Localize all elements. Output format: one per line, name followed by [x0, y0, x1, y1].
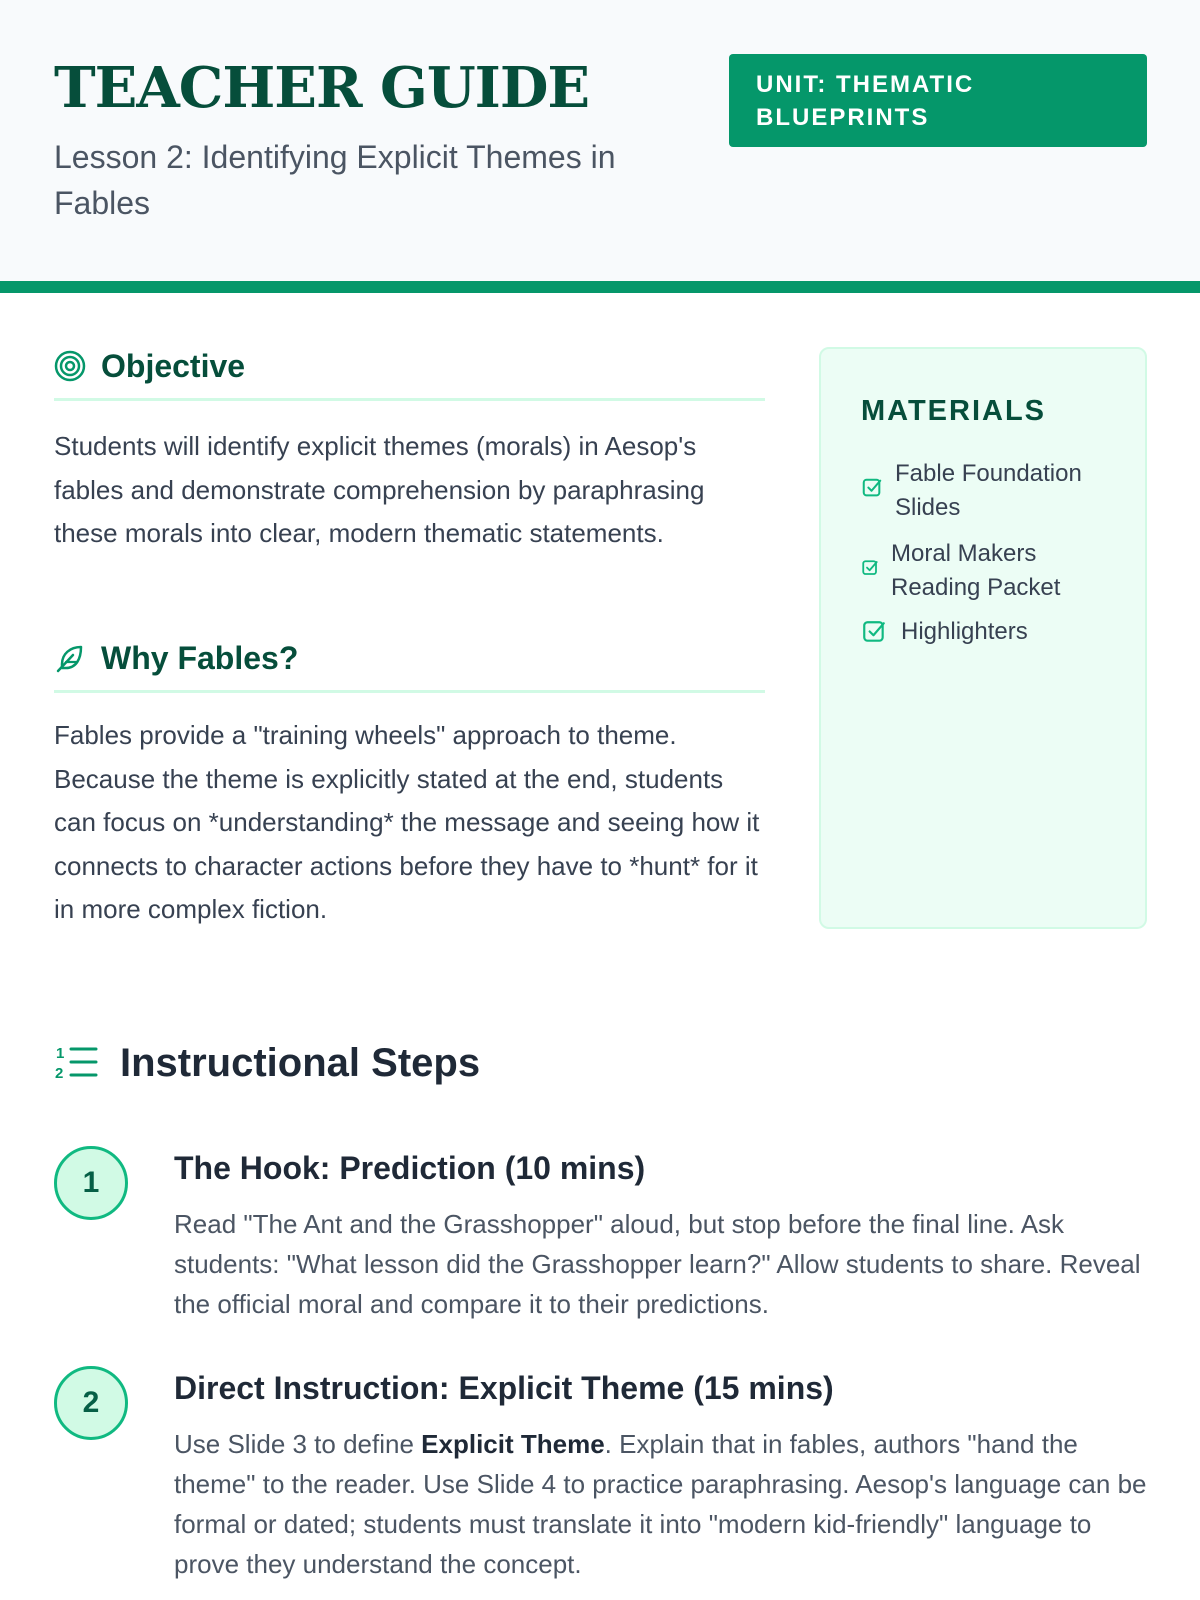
materials-item-label: Fable Foundation Slides [895, 460, 1082, 521]
checkbox-checked-icon [861, 559, 879, 577]
materials-item-label: Highlighters [901, 618, 1028, 645]
materials-heading: MATERIALS [861, 395, 1047, 427]
lesson-subtitle: Lesson 2: Identifying Explicit Themes in Fables [54, 139, 616, 221]
step-title: The Hook: Prediction (10 mins) [174, 1150, 646, 1186]
checkbox-checked-icon [861, 619, 887, 645]
objective-heading: Objective [101, 348, 246, 384]
unit-badge: UNIT: THEMATIC BLUEPRINTS [729, 54, 1147, 147]
feather-icon [54, 642, 86, 674]
why-fables-text: Fables provide a "training wheels" approach to theme. Because the theme is explicitly stated at the end, students can focus on *understanding* the message and seeing how it connects to character actions before they have to *hunt* for it in more complex fiction. [54, 720, 760, 924]
why-fables-header [54, 638, 765, 693]
why-fables-heading: Why Fables? [101, 640, 299, 676]
target-icon [54, 350, 86, 382]
numbered-list-icon [54, 1043, 100, 1083]
page-title: TEACHER GUIDE [54, 55, 590, 121]
page-header [0, 0, 1200, 293]
explicit-theme-term: Explicit Theme [421, 1429, 605, 1459]
checkbox-checked-icon [861, 477, 883, 499]
objective-text: Students will identify explicit themes (morals) in Aesop's fables and demonstrate comprehension by paraphrasing these morals into clear, modern thematic statements. [54, 431, 705, 548]
step-title: Direct Instruction: Explicit Theme (15 mins) [174, 1370, 834, 1406]
materials-card [819, 347, 1147, 929]
step-number-badge: 2 [54, 1366, 128, 1440]
step-body: Read "The Ant and the Grasshopper" aloud, but stop before the final line. Ask students: "What lesson did the Grasshopper learn?" Allow students to share. Reveal the official moral and compare it to their predictions. [174, 1209, 1141, 1319]
svg-text:2: 2 [55, 1065, 64, 1082]
instructional-steps-heading: Instructional Steps [120, 1041, 481, 1085]
step-body [174, 1424, 1154, 1584]
svg-text:1: 1 [56, 1045, 65, 1062]
step-body-text: . Explain that in fables, authors "hand the theme" to the reader. Use Slide 4 to practice paraphrasing. Aesop's language can be formal or dated; students must translate it into "modern kid-friendly" language to prove they understand the concept. [174, 1429, 1147, 1579]
step-body-text: Use Slide 3 to define [174, 1429, 422, 1459]
step-number-badge: 1 [54, 1146, 128, 1220]
objective-header [54, 346, 765, 401]
materials-item-label: Moral Makers Reading Packet [891, 540, 1061, 601]
